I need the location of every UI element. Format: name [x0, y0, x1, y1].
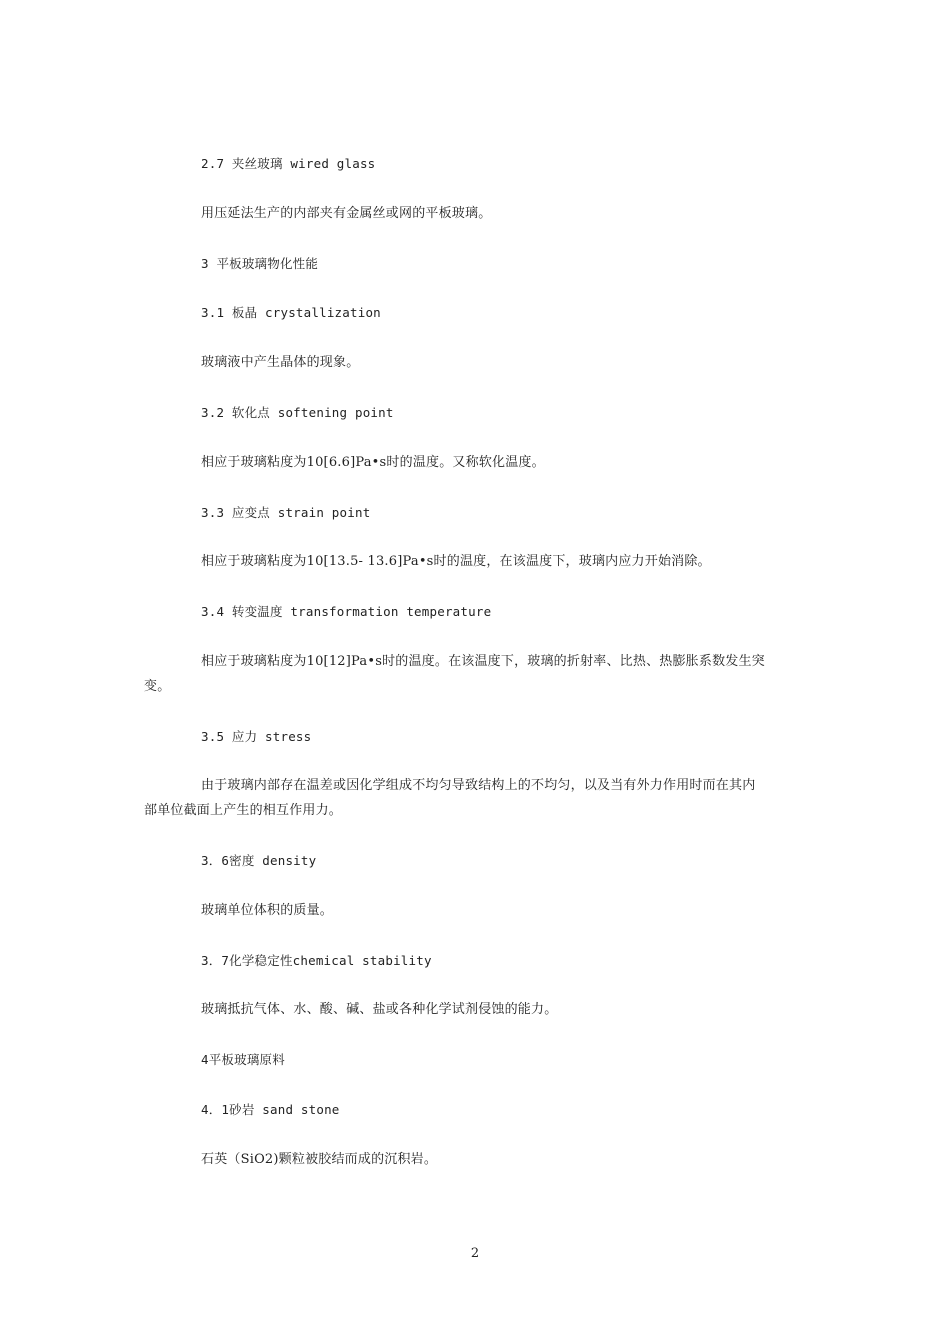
section-body-3-7: 玻璃抵抗气体、水、酸、碱、盐或各种化学试剂侵蚀的能力。 [201, 1002, 558, 1017]
page-number: 2 [470, 1246, 480, 1261]
section-heading-3-5: 3.5 应力 stress [201, 729, 312, 744]
section-body-3-5-line-2: 部单位截面上产生的相互作用力。 [144, 803, 343, 818]
section-body-3-4-line-2: 变。 [144, 679, 171, 694]
section-heading-3-7: 3．7化学稳定性chemical stability [201, 953, 432, 968]
section-heading-4: 4平板玻璃原料 [201, 1052, 285, 1067]
section-body-4-1: 石英（SiO2)颗粒被胶结而成的沉积岩。 [201, 1152, 438, 1167]
section-body-3-2: 相应于玻璃粘度为10[6.6]Pa•s时的温度。又称软化温度。 [201, 455, 545, 470]
section-heading-3-6: 3．6密度 density [201, 853, 317, 868]
section-heading-3-4: 3.4 转变温度 transformation temperature [201, 604, 492, 619]
section-body-2-7: 用压延法生产的内部夹有金属丝或网的平板玻璃。 [201, 206, 492, 221]
section-body-3-1: 玻璃液中产生晶体的现象。 [201, 355, 360, 370]
section-heading-3-2: 3.2 软化点 softening point [201, 405, 394, 420]
section-heading-2-7: 2.7 夹丝玻璃 wired glass [201, 156, 376, 171]
section-heading-3-1: 3.1 板晶 crystallization [201, 305, 381, 320]
section-body-3-5-line-1: 由于玻璃内部存在温差或因化学组成不均匀导致结构上的不均匀，以及当有外力作用时而在其内 [201, 778, 756, 793]
section-body-3-4-line-1: 相应于玻璃粘度为10[12]Pa•s时的温度。在该温度下，玻璃的折射率、比热、热膨胀系数发生突 [201, 654, 765, 669]
section-heading-3: 3 平板玻璃物化性能 [201, 256, 319, 271]
section-body-3-3: 相应于玻璃粘度为10[13.5- 13.6]Pa•s时的温度，在该温度下，玻璃内应力开始消除。 [201, 554, 711, 569]
section-body-3-6: 玻璃单位体积的质量。 [201, 903, 334, 918]
section-heading-4-1: 4．1砂岩 sand stone [201, 1102, 340, 1117]
section-heading-3-3: 3.3 应变点 strain point [201, 505, 371, 520]
